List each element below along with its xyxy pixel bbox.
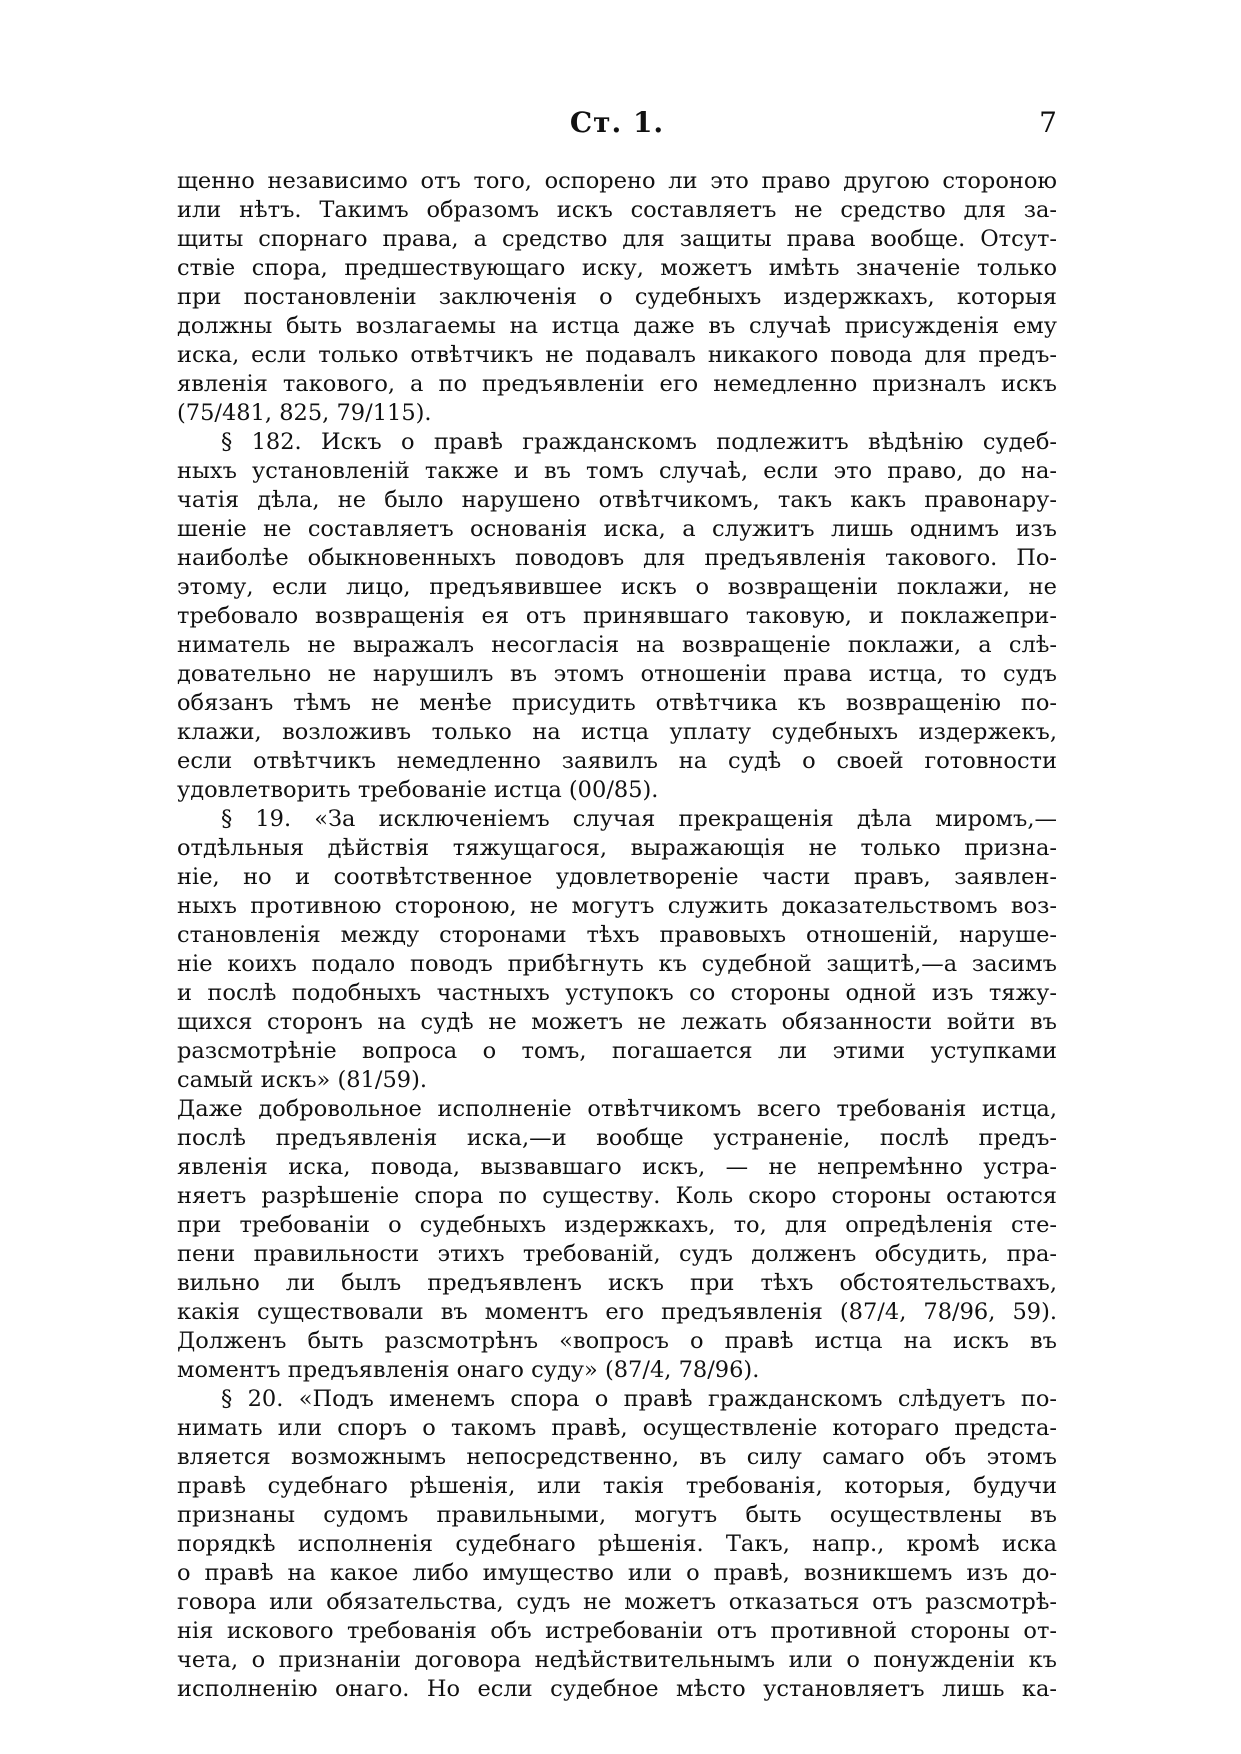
text-line: порядкѣ исполненія судебнаго рѣшенія. Такъ, напр., кромѣ иска	[177, 1531, 1057, 1557]
text-line: должны быть возлагаемы на истца даже въ случаѣ присужденія ему	[177, 313, 1057, 339]
text-line: удовлетворить требованіе истца (00/85).	[177, 777, 659, 803]
page-number: 7	[1039, 106, 1057, 139]
text-line: признаны судомъ правильными, могутъ быть осуществлены въ	[177, 1502, 1057, 1528]
text-line: щенно независимо отъ того, оспорено ли это право другою стороною	[177, 168, 1057, 194]
text-line: ствіе спора, предшествующаго иску, можетъ имѣть значеніе только	[177, 255, 1057, 281]
text-line: ніе, но и соотвѣтственное удовлетвореніе части правъ, заявлен-	[177, 864, 1057, 890]
article-heading: Ст. 1.	[569, 106, 665, 139]
text-line: Даже добровольное исполненіе отвѣтчикомъ всего требованія истца,	[177, 1096, 1057, 1122]
text-line: шеніе не составляетъ основанія иска, а служитъ лишь однимъ изъ	[177, 516, 1057, 542]
text-line: § 182. Искъ о правѣ гражданскомъ подлежитъ вѣдѣнію судеб-	[221, 429, 1057, 455]
text-line: и послѣ подобныхъ частныхъ уступокъ со стороны одной изъ тяжу-	[177, 980, 1057, 1006]
text-line: разсмотрѣніе вопроса о томъ, погашается ли этими уступками	[177, 1038, 1057, 1064]
text-line: нія искового требованія объ истребованіи отъ противной стороны от-	[177, 1618, 1057, 1644]
text-line: ніе коихъ подало поводъ прибѣгнуть къ судебной защитѣ,—а засимъ	[177, 951, 1057, 977]
text-line: клажи, возложивъ только на истца уплату судебныхъ издержекъ,	[177, 719, 1057, 745]
text-line: довательно не нарушилъ въ этомъ отношеніи права истца, то судъ	[177, 661, 1057, 687]
text-line: правѣ судебнаго рѣшенія, или такія требованія, которыя, будучи	[177, 1473, 1057, 1499]
text-line: или нѣтъ. Такимъ образомъ искъ составляетъ не средство для за-	[177, 197, 1057, 223]
text-line: пени правильности этихъ требованій, судъ долженъ обсудить, пра-	[177, 1241, 1057, 1267]
text-line: если отвѣтчикъ немедленно заявилъ на судѣ о своей готовности	[177, 748, 1057, 774]
text-line: иска, если только отвѣтчикъ не подавалъ никакого повода для предъ-	[177, 342, 1057, 368]
text-line: о правѣ на какое либо имущество или о правѣ, возникшемъ изъ до-	[177, 1560, 1057, 1586]
text-line: § 20. «Подъ именемъ спора о правѣ гражданскомъ слѣдуетъ по-	[221, 1386, 1057, 1412]
text-line: этому, если лицо, предъявившее искъ о возвращеніи поклажи, не	[177, 574, 1057, 600]
text-line: отдѣльныя дѣйствія тяжущагося, выражающія не только призна-	[177, 835, 1057, 861]
text-line: самый искъ» (81/59).	[177, 1067, 428, 1093]
text-line: нимать или споръ о такомъ правѣ, осуществленіе котораго предста-	[177, 1415, 1057, 1441]
text-line: чатія дѣла, не было нарушено отвѣтчикомъ, такъ какъ правонару-	[177, 487, 1057, 513]
page-header	[177, 106, 1057, 146]
text-line: (75/481, 825, 79/115).	[177, 400, 432, 426]
text-line: исполненію онаго. Но если судебное мѣсто установляетъ лишь ка-	[177, 1676, 1057, 1702]
text-line: Долженъ быть разсмотрѣнъ «вопросъ о правѣ истца на искъ въ	[177, 1328, 1057, 1354]
text-line: вляется возможнымъ непосредственно, въ силу самаго объ этомъ	[177, 1444, 1057, 1470]
text-line: требовало возвращенія ея отъ принявшаго таковую, и поклажепри-	[177, 603, 1057, 629]
text-line: становленія между сторонами тѣхъ правовыхъ отношеній, наруше-	[177, 922, 1057, 948]
text-line: наиболѣе обыкновенныхъ поводовъ для предъявленія такового. По-	[177, 545, 1057, 571]
text-line: щихся сторонъ на судѣ не можетъ не лежать обязанности войти въ	[177, 1009, 1057, 1035]
text-line: ныхъ установленій также и въ томъ случаѣ, если это право, до на-	[177, 458, 1057, 484]
text-line: щиты спорнаго права, а средство для защиты права вообще. Отсут-	[177, 226, 1057, 252]
text-line: § 19. «За исключеніемъ случая прекращенія дѣла миромъ,—	[221, 806, 1057, 832]
text-line: няетъ разрѣшеніе спора по существу. Коль скоро стороны остаются	[177, 1183, 1057, 1209]
text-line: послѣ предъявленія иска,—и вообще устраненіе, послѣ предъ-	[177, 1125, 1057, 1151]
text-line: какія существовали въ моментъ его предъявленія (87/4, 78/96, 59).	[177, 1299, 1057, 1325]
body-text	[177, 167, 1057, 1704]
text-line: при требованіи о судебныхъ издержкахъ, то, для опредѣленія сте-	[177, 1212, 1057, 1238]
text-line: чета, о признаніи договора недѣйствительнымъ или о понужденіи къ	[177, 1647, 1057, 1673]
text-line: ныхъ противною стороною, не могутъ служить доказательствомъ воз-	[177, 893, 1057, 919]
text-line: явленія иска, повода, вызвавшаго искъ, — не непремѣнно устра-	[177, 1154, 1057, 1180]
text-line: явленія такового, а по предъявленіи его немедленно призналъ искъ	[177, 371, 1057, 397]
text-line: вильно ли былъ предъявленъ искъ при тѣхъ обстоятельствахъ,	[177, 1270, 1057, 1296]
text-line: ниматель не выражалъ несогласія на возвращеніе поклажи, а слѣ-	[177, 632, 1057, 658]
text-line: моментъ предъявленія онаго суду» (87/4, 78/96).	[177, 1357, 760, 1383]
text-line: обязанъ тѣмъ не менѣе присудить отвѣтчика къ возвращенію по-	[177, 690, 1057, 716]
text-line: говора или обязательства, судъ не можетъ отказаться отъ разсмотрѣ-	[177, 1589, 1057, 1615]
text-line: при постановленіи заключенія о судебныхъ издержкахъ, которыя	[177, 284, 1057, 310]
